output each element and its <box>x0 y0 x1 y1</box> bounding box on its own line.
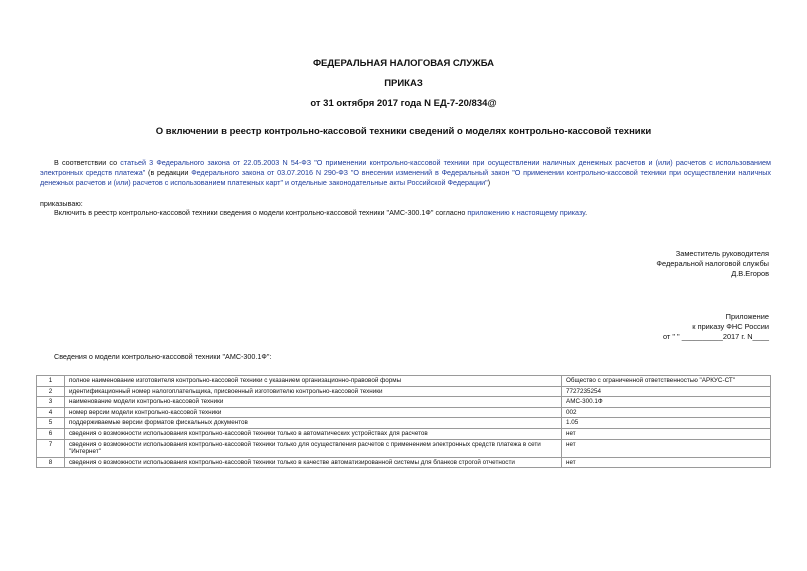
row-number-cell: 1 <box>37 376 65 387</box>
row-name-cell: поддерживаемые версии форматов фискальных документов <box>65 418 562 429</box>
appendix-block <box>509 312 769 342</box>
signature-position-2: Федеральной налоговой службы <box>656 259 769 268</box>
model-info-table <box>36 375 771 468</box>
row-name-cell: номер версии модели контрольно-кассовой техники <box>65 407 562 418</box>
row-name-cell: полное наименование изготовителя контрольно-кассовой техники с указанием организационно-правовой формы <box>65 376 562 387</box>
row-value-cell: нет <box>562 457 771 468</box>
order-label: приказываю: <box>40 199 83 208</box>
row-number-cell: 2 <box>37 386 65 397</box>
row-name-cell: сведения о возможности использования контрольно-кассовой техники только в качестве автоматизированной системы для бланков строгой отчетности <box>65 457 562 468</box>
row-value-cell: 1.05 <box>562 418 771 429</box>
row-number-cell: 4 <box>37 407 65 418</box>
preamble-prefix: В соответствии со <box>54 158 118 167</box>
model-info-table-body <box>37 376 771 468</box>
row-name-cell: сведения о возможности использования контрольно-кассовой техники только для осуществления расчетов с применением электронных средств платежа в сети "Интернет" <box>65 439 562 457</box>
signature-block <box>509 249 769 279</box>
row-number-cell: 7 <box>37 439 65 457</box>
row-value-cell: нет <box>562 428 771 439</box>
row-number-cell: 3 <box>37 397 65 408</box>
row-name-cell: сведения о возможности использования контрольно-кассовой техники только в автоматических устройствах для расчетов <box>65 428 562 439</box>
row-value-cell: 002 <box>562 407 771 418</box>
order-paragraph <box>54 208 771 218</box>
date-number-heading: от 31 октября 2017 года N ЕД-7-20/834@ <box>310 98 497 109</box>
agency-heading: ФЕДЕРАЛЬНАЯ НАЛОГОВАЯ СЛУЖБА <box>312 58 495 69</box>
row-number-cell: 6 <box>37 428 65 439</box>
order-end: . <box>585 208 588 217</box>
appendix-line-2: к приказу ФНС России <box>692 322 769 331</box>
row-name-cell: идентификационный номер налогоплательщика, присвоенный изготовителю контрольно-кассовой техники <box>65 386 562 397</box>
table-row <box>37 386 771 397</box>
row-number-cell: 5 <box>37 418 65 429</box>
table-row <box>37 376 771 387</box>
table-row <box>37 397 771 408</box>
row-value-cell: Общество с ограниченной ответственностью "АРКУС-СТ" <box>562 376 771 387</box>
table-row <box>37 407 771 418</box>
row-name-cell: наименование модели контрольно-кассовой техники <box>65 397 562 408</box>
signature-position-1: Заместитель руководителя <box>675 249 769 258</box>
appendix-line-1: Приложение <box>725 312 769 321</box>
row-value-cell: АМС-300.1Ф <box>562 397 771 408</box>
doc-type-heading: ПРИКАЗ <box>384 78 423 89</box>
row-value-cell: нет <box>562 439 771 457</box>
row-number-cell: 8 <box>37 457 65 468</box>
preamble-middle: (в редакции <box>145 168 189 177</box>
table-row <box>37 418 771 429</box>
law-54fz-link[interactable]: статьей 3 Федерального закона от 22.05.2003 N 54-ФЗ "О применении контрольно-кассовой техники при осуществлении наличных денежных расчетов и (или) расчетов с использованием электронных средств платежа" <box>40 158 771 177</box>
table-row <box>37 439 771 457</box>
law-290fz-link[interactable]: Федерального закона от 03.07.2016 N 290-ФЗ "О внесении изменений в Федеральный закон "О применении контрольно-кассовой техники при осуществлении наличных денежных расчетов и (или) расчетов с использованием платежных карт" и отдельные законодательные акты Российской Федерации" <box>40 168 771 187</box>
document-title: О включении в реестр контрольно-кассовой техники сведений о моделях контрольно-кассовой техники <box>155 126 652 137</box>
appendix-link[interactable]: приложению к настоящему приказу <box>467 208 586 217</box>
preamble-paragraph <box>40 158 771 188</box>
row-value-cell: 7727235254 <box>562 386 771 397</box>
table-caption: Сведения о модели контрольно-кассовой техники "АМС-300.1Ф": <box>54 352 272 361</box>
preamble-suffix: ) <box>487 178 491 187</box>
order-text: Включить в реестр контрольно-кассовой техники сведения о модели контрольно-кассовой техники "АМС-300.1Ф" согласно <box>54 208 468 217</box>
appendix-line-3: от " " __________2017 г. N____ <box>662 332 769 341</box>
table-row <box>37 457 771 468</box>
signature-name: Д.В.Егоров <box>731 269 769 278</box>
table-row <box>37 428 771 439</box>
